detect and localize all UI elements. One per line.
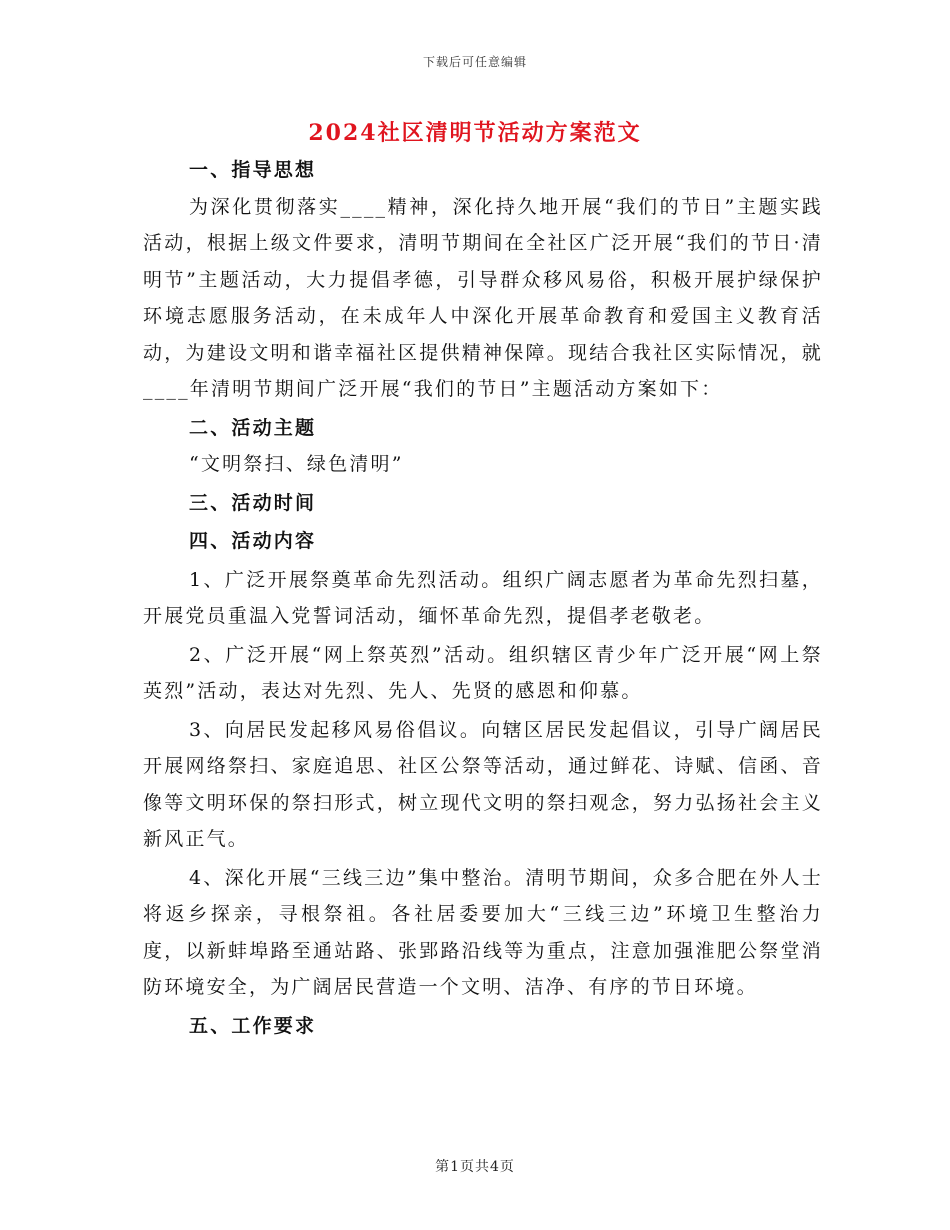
paragraph-guiding-ideology: 为深化贯彻落实____精神，深化持久地开展“我们的节日”主题实践活动，根据上级文件要求，清明节期间在全社区广泛开展“我们的节日·清明节”主题活动，大力提倡孝德，引导群众移风易俗，积极开展护绿保护环境志愿服务活动，在未成年人中深化开展革命教育和爱国主义教育活动，为建设文明和谐幸福社区提供精神保障。现结合我社区实际情况，就____年清明节期间广泛开展“我们的节日”主题活动方案如下：: [143, 195, 823, 400]
section-heading-guiding-ideology: 一、指导思想: [189, 159, 317, 181]
paragraph-activity-theme: “文明祭扫、绿色清明”: [189, 453, 404, 475]
page-header: 下载后可任意编辑: [422, 55, 527, 69]
list-item-content-1: 1、广泛开展祭奠革命先烈活动。组织广阔志愿者为革命先烈扫墓，开展党员重温入党誓词活动，缅怀革命先烈，提倡孝老敬老。: [143, 568, 823, 627]
page-footer: 第1页共4页: [435, 1159, 515, 1175]
section-heading-work-requirements: 五、工作要求: [189, 1014, 317, 1037]
list-item-content-4: 4、深化开展“三线三边”集中整治。清明节期间，众多合肥在外人士将返乡探亲，寻根祭祖。各社居委要加大“三线三边”环境卫生整治力度，以新蚌埠路至通站路、张郢路沿线等为重点，注意加强淮肥公祭堂消防环境安全，为广阔居民营造一个文明、洁净、有序的节日环境。: [143, 866, 823, 998]
list-item-content-2: 2、广泛开展“网上祭英烈”活动。组织辖区青少年广泛开展“网上祭英烈”活动，表达对先烈、先人、先贤的感恩和仰慕。: [143, 643, 823, 702]
list-item-content-3: 3、向居民发起移风易俗倡议。向辖区居民发起倡议，引导广阔居民开展网络祭扫、家庭追思、社区公祭等活动，通过鲜花、诗赋、信函、音像等文明环保的祭扫形式，树立现代文明的祭扫观念，努力弘扬社会主义新风正气。: [143, 718, 823, 850]
section-heading-activity-theme: 二、活动主题: [189, 416, 317, 439]
document-body: [143, 152, 823, 1044]
document-title: 2024社区清明节活动方案范文: [308, 120, 642, 146]
section-heading-activity-content: 四、活动内容: [189, 530, 317, 552]
section-heading-activity-time: 三、活动时间: [189, 491, 317, 514]
